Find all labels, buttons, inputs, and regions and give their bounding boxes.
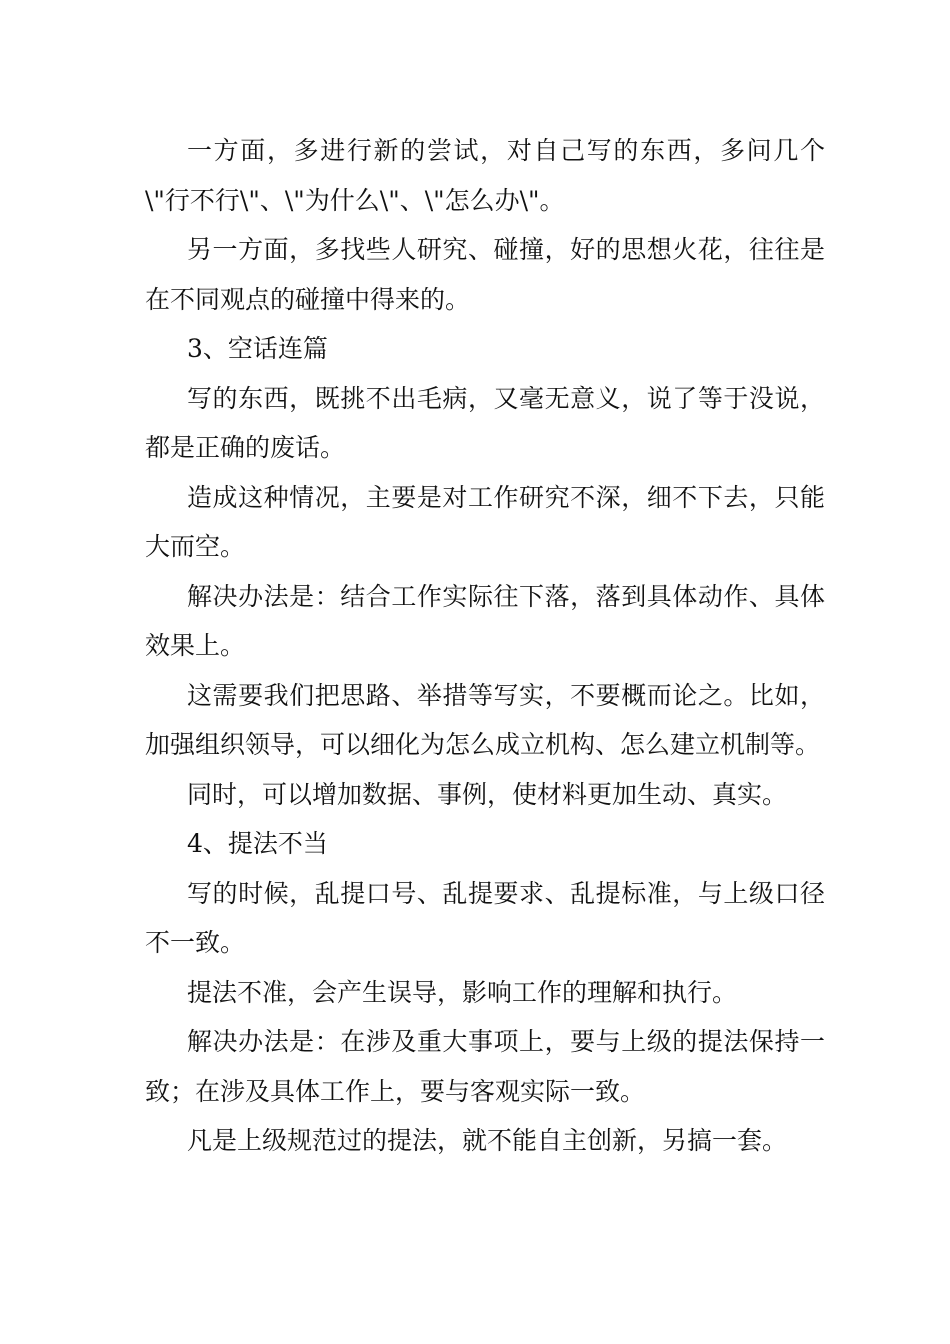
- paragraph: 解决办法是：在涉及重大事项上，要与上级的提法保持一致；在涉及具体工作上，要与客观实际一致。: [145, 1027, 825, 1106]
- section-heading: 3、空话连篇: [187, 334, 328, 363]
- paragraph: 同时，可以增加数据、事例，使材料更加生动、真实。: [187, 779, 788, 809]
- paragraph: 凡是上级规范过的提法，就不能自主创新，另搞一套。: [187, 1126, 788, 1155]
- paragraph: 提法不准，会产生误导，影响工作的理解和执行。: [187, 977, 738, 1007]
- paragraph: 另一方面，多找些人研究、碰撞，好的思想火花，往往是在不同观点的碰撞中得来的。: [145, 235, 825, 314]
- section-heading: 4、提法不当: [187, 829, 328, 858]
- document-body: [145, 126, 825, 1166]
- paragraph: 造成这种情况，主要是对工作研究不深，细不下去，只能大而空。: [145, 482, 825, 561]
- paragraph: 写的东西，既挑不出毛病，又毫无意义，说了等于没说，都是正确的废话。: [145, 383, 825, 462]
- paragraph: 一方面，多进行新的尝试，对自己写的东西，多问几个\"行不行\"、\"为什么\"、\"怎么办\"。: [145, 136, 825, 215]
- paragraph: 解决办法是：结合工作实际往下落，落到具体动作、具体效果上。: [145, 581, 825, 660]
- paragraph: 这需要我们把思路、举措等写实，不要概而论之。比如，加强组织领导，可以细化为怎么成立机构、怎么建立机制等。: [145, 680, 825, 759]
- paragraph: 写的时候，乱提口号、乱提要求、乱提标准，与上级口径不一致。: [145, 878, 825, 957]
